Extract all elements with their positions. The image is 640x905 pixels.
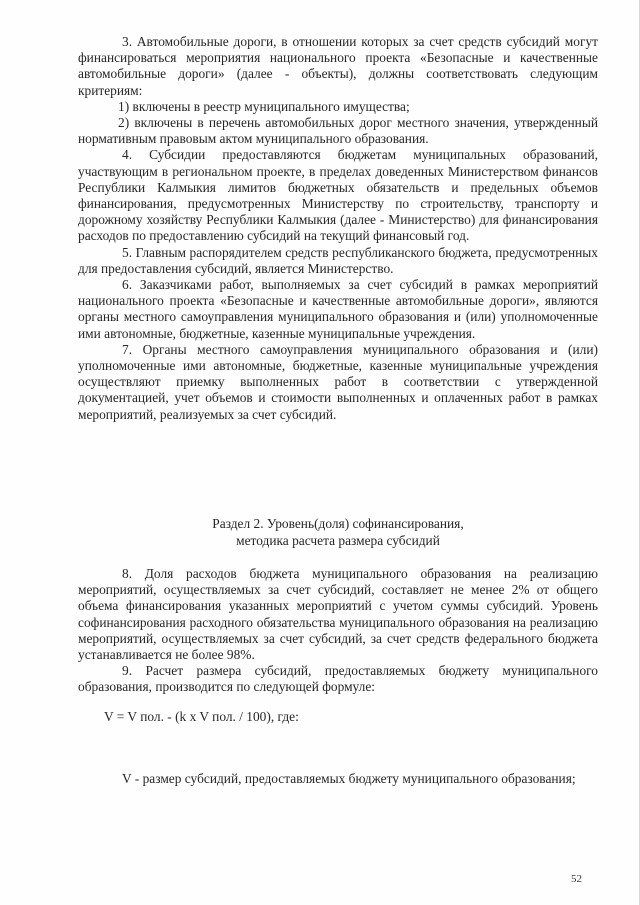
paragraph-8: 8. Доля расходов бюджета муниципального образования на реализацию мероприятий, осуществляемых за счет субсидий, составляет не менее 2% от общего объема финансирования указанных мероприятий с учетом суммы субсидий. Уровень софинансирования расходного обязательства муниципального образования на реализацию мероприятий, осуществляемых за счет субсидий, за счет средств федерального бюджета устанавливается не более 98%. — [78, 566, 598, 663]
paragraph-6: 6. Заказчиками работ, выполняемых за счет субсидий в рамках мероприятий национального проекта «Безопасные и качественные автомобильные дороги», являются органы местного самоуправления муниципального образования и (или) уполномоченные ими автономные, бюджетные, казенные муниципальные учреждения. — [78, 277, 598, 341]
section-1-text — [78, 34, 598, 423]
section-heading-line-2: методика расчета размера субсидий — [236, 533, 440, 548]
section-2-text — [78, 566, 598, 696]
paragraph-3: 3. Автомобильные дороги, в отношении которых за счет средств субсидий могут финансироваться мероприятия национального проекта «Безопасные и качественные автомобильные дороги» (далее - объекты), должны соответствовать следующим критериям: — [78, 34, 598, 98]
paragraph-9: 9. Расчет размера субсидий, предоставляемых бюджету муниципального образования, производится по следующей формуле: — [78, 663, 598, 695]
paragraph-5: 5. Главным распорядителем средств республиканского бюджета, предусмотренных для предоставления субсидий, является Министерство. — [78, 244, 598, 276]
section-2-heading — [78, 515, 598, 549]
paragraph-3-item-2: 2) включены в перечень автомобильных дорог местного значения, утвержденный нормативным правовым актом муниципального образования. — [78, 115, 598, 147]
definition-v: V - размер субсидий, предоставляемых бюджету муниципального образования; — [122, 771, 576, 786]
subsidy-formula: V = V пол. - (k x V пол. / 100), где: — [104, 709, 299, 724]
paragraph-7: 7. Органы местного самоуправления муниципального образования и (или) уполномоченные ими автономные, бюджетные, казенные муниципальные учреждения осуществляют приемку выполненных работ в соответствии с утвержденной документацией, учет объемов и стоимости выполненных и оплаченных работ в рамках мероприятий, реализуемых за счет субсидий. — [78, 341, 598, 422]
paragraph-4: 4. Субсидии предоставляются бюджетам муниципальных образований, участвующим в региональном проекте, в пределах доведенных Министерством финансов Республики Калмыкия лимитов бюджетных обязательств и предельных объемов финансирования, предусмотренных Министерству по строительству, транспорту и дорожному хозяйству Республики Калмыкия (далее - Министерство) для финансирования расходов по предоставлению субсидий на текущий финансовый год. — [78, 147, 598, 244]
definitions — [78, 771, 598, 787]
section-heading-line-1: Раздел 2. Уровень(доля) софинансирования, — [212, 516, 464, 531]
page-number: 52 — [571, 873, 582, 885]
paragraph-3-item-1: 1) включены в реестр муниципального имущества; — [118, 98, 410, 114]
